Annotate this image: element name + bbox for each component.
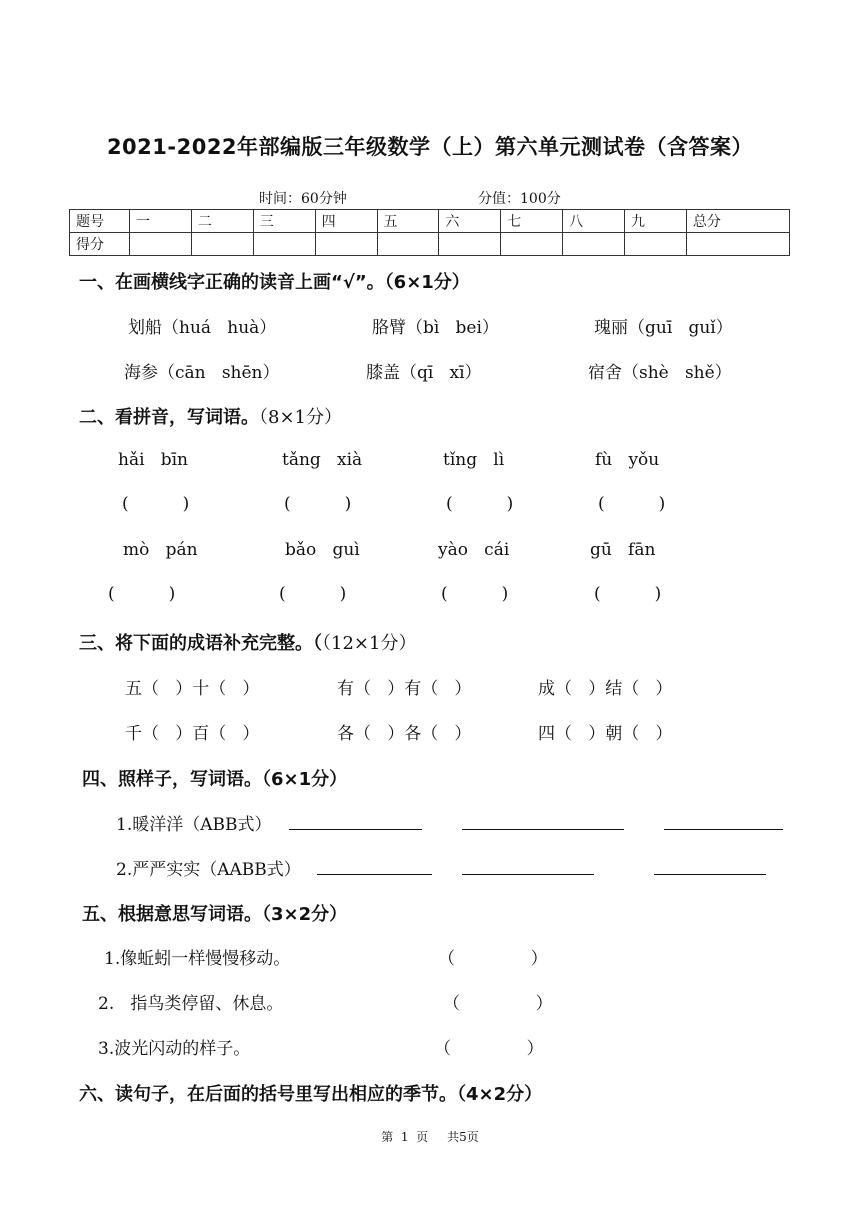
section-5-title: 五、根据意思写词语。	[82, 904, 262, 925]
section-3-title: 三、将下面的成语补充完整。（	[79, 633, 322, 654]
score-table-row-label: 得分	[70, 233, 130, 256]
score-table-header-cell: 四	[315, 210, 377, 233]
score-cell[interactable]	[130, 233, 192, 256]
section-5-points: （3×2分）	[262, 904, 348, 925]
answer-paren[interactable]: ( )	[594, 584, 662, 604]
section-6-heading	[79, 1080, 542, 1106]
score-table-header-cell: 总分	[686, 210, 789, 233]
section-2-points: （8×1分）	[259, 407, 342, 428]
section-3-points: （12×1分）	[322, 633, 417, 654]
score-table-header-cell: 五	[377, 210, 439, 233]
answer-paren[interactable]: （ ）	[434, 1039, 544, 1059]
meaning-item: 1.像蚯蚓一样慢慢移动。	[104, 949, 291, 969]
pronunciation-item: 宿舍（shè shě）	[588, 363, 732, 383]
score-cell[interactable]	[315, 233, 377, 256]
pronunciation-item: 瑰丽（guī guǐ）	[594, 318, 733, 338]
pronunciation-item: 划船（huá huà）	[128, 318, 277, 338]
idiom-item[interactable]: 有（ ）有（ ）	[337, 679, 472, 699]
score-table-header-cell: 三	[253, 210, 315, 233]
answer-line[interactable]	[664, 829, 783, 830]
pinyin-item: hǎi bīn	[118, 450, 189, 470]
section-3-heading	[79, 629, 416, 655]
idiom-item[interactable]: 千（ ）百（ ）	[125, 724, 260, 744]
score-table-header-row	[70, 210, 790, 233]
score-cell[interactable]	[686, 233, 789, 256]
section-6-title: 六、读句子，在后面的括号里写出相应的季节。	[79, 1084, 457, 1105]
answer-line[interactable]	[654, 874, 766, 875]
answer-paren[interactable]: （ ）	[443, 994, 553, 1014]
score-table-header-cell: 二	[191, 210, 253, 233]
score-table-header-cell: 题号	[70, 210, 130, 233]
score-cell[interactable]	[439, 233, 501, 256]
score-cell[interactable]	[377, 233, 439, 256]
score-cell[interactable]	[501, 233, 563, 256]
score-table-header-cell: 八	[563, 210, 625, 233]
score-table-header-cell: 九	[625, 210, 687, 233]
score-cell[interactable]	[253, 233, 315, 256]
answer-line[interactable]	[289, 829, 422, 830]
section-4-points: （6×1分）	[262, 769, 348, 790]
pinyin-item: tǐng lì	[443, 450, 505, 470]
idiom-item[interactable]: 四（ ）朝（ ）	[538, 724, 673, 744]
pinyin-item: gū fān	[590, 540, 656, 560]
section-4-title: 四、照样子，写词语。	[82, 769, 262, 790]
section-1-heading	[79, 268, 470, 294]
pinyin-item: yào cái	[438, 540, 510, 560]
answer-line[interactable]	[462, 829, 624, 830]
page-footer: 第 1 页 共5页	[381, 1130, 479, 1144]
section-5-heading	[82, 900, 347, 926]
answer-paren[interactable]: ( )	[446, 494, 514, 514]
section-1-points: （6×1分）	[384, 272, 470, 293]
score-cell[interactable]	[191, 233, 253, 256]
section-2-title: 二、看拼音，写词语。	[79, 407, 259, 428]
score-table-header-cell: 六	[439, 210, 501, 233]
section-2-heading	[79, 403, 342, 429]
score-cell[interactable]	[625, 233, 687, 256]
pinyin-item: bǎo guì	[285, 540, 360, 560]
score-table-header-cell: 一	[130, 210, 192, 233]
score-cell[interactable]	[563, 233, 625, 256]
pinyin-item: tǎng xià	[282, 450, 363, 470]
answer-paren[interactable]: ( )	[279, 584, 347, 604]
meaning-item: 2. 指鸟类停留、休息。	[98, 994, 284, 1014]
pinyin-item: fù yǒu	[595, 450, 660, 470]
answer-paren[interactable]: ( )	[598, 494, 666, 514]
answer-paren[interactable]: ( )	[122, 494, 190, 514]
meaning-item: 3.波光闪动的样子。	[98, 1039, 251, 1059]
pronunciation-item: 胳臂（bì bei）	[372, 318, 499, 338]
answer-line[interactable]	[462, 874, 594, 875]
exam-total-score: 分值：100分	[478, 191, 561, 207]
pattern-item: 1.暖洋洋（ABB式）	[116, 815, 272, 835]
score-table-header-cell: 七	[501, 210, 563, 233]
answer-paren[interactable]: （ ）	[438, 949, 548, 969]
answer-paren[interactable]: ( )	[441, 584, 509, 604]
pronunciation-item: 膝盖（qī xī）	[366, 363, 482, 383]
answer-paren[interactable]: ( )	[108, 584, 176, 604]
score-table	[69, 209, 790, 256]
pattern-item: 2.严严实实（AABB式）	[116, 860, 301, 880]
section-4-heading	[82, 765, 347, 791]
pronunciation-item: 海参（cān shēn）	[124, 363, 280, 383]
score-table-score-row	[70, 233, 790, 256]
pinyin-item: mò pán	[123, 540, 198, 560]
answer-paren[interactable]: ( )	[284, 494, 352, 514]
idiom-item[interactable]: 五（ ）十（ ）	[125, 679, 260, 699]
page-title: 2021-2022年部编版三年级数学（上）第六单元测试卷（含答案）	[106, 135, 754, 159]
idiom-item[interactable]: 各（ ）各（ ）	[337, 724, 472, 744]
exam-time: 时间：60分钟	[259, 191, 347, 207]
idiom-item[interactable]: 成（ ）结（ ）	[538, 679, 673, 699]
answer-line[interactable]	[317, 874, 432, 875]
section-6-points: （4×2分）	[457, 1084, 543, 1105]
section-1-title: 一、在画横线字正确的读音上画“√”。	[79, 272, 385, 293]
